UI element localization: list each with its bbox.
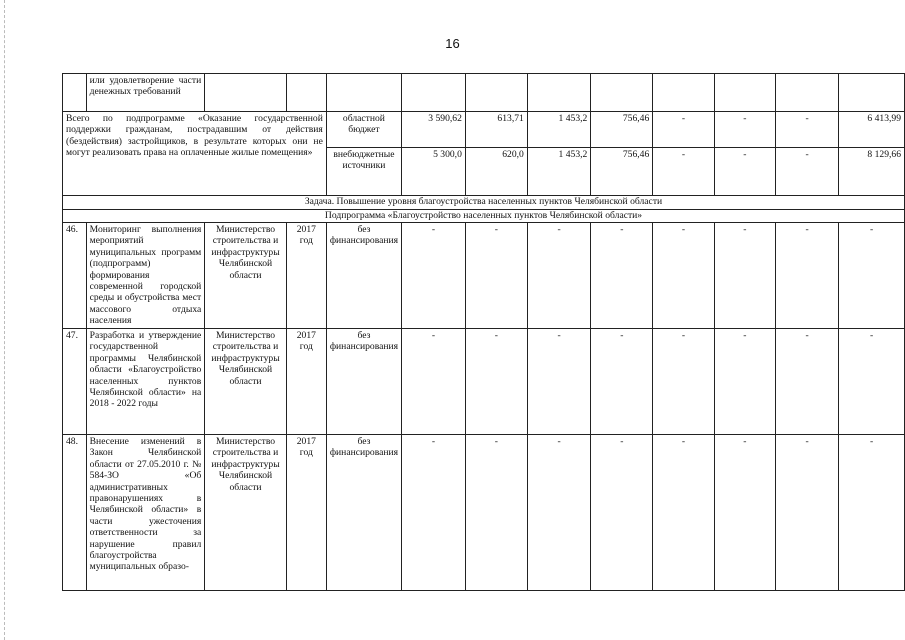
value-cell: 756,46 <box>591 112 653 148</box>
year-cell <box>286 74 326 112</box>
value-cell: 620,0 <box>465 148 527 196</box>
year-cell: 2017 год <box>286 329 326 435</box>
value-cell <box>527 74 591 112</box>
subprogram-total-label: Всего по подпрограмме «Оказание государственной поддержки гражданам, пострадавшим от действия (бездействия) застройщиков, в результате которых они не могут реализовать права на оплаченные жилые помещения» <box>63 112 327 196</box>
year-cell: 2017 год <box>286 223 326 329</box>
value-cell: - <box>402 223 466 329</box>
value-cell: - <box>775 112 838 148</box>
value-cell: - <box>402 329 466 435</box>
funding-source-cell: без финансирования <box>326 223 401 329</box>
value-cell: - <box>775 435 838 591</box>
value-cell: - <box>527 223 591 329</box>
value-cell: - <box>402 435 466 591</box>
value-cell: 1 453,2 <box>527 112 591 148</box>
table-row <box>63 329 905 435</box>
value-cell <box>775 74 838 112</box>
value-cell: - <box>465 435 527 591</box>
activity-name-cell: Мониторинг выполнения мероприятий муниципальных программ (подпрограмм) формирования современной городской среды и обустройства мест массового отдыха населения <box>86 223 205 329</box>
value-cell: 8 129,66 <box>839 148 905 196</box>
activity-name-cell: Внесение изменений в Закон Челябинской области от 27.05.2010 г. № 584-ЗО «Об административных правонарушениях в Челябинской области» в части ужесточения ответственности за нарушение правил благоустройства муниципальных образо- <box>86 435 205 591</box>
value-cell: - <box>775 329 838 435</box>
value-cell: - <box>839 223 905 329</box>
activity-name-cell: или удовлетворение части денежных требований <box>86 74 205 112</box>
value-cell: - <box>465 223 527 329</box>
value-cell: - <box>653 435 714 591</box>
value-cell <box>591 74 653 112</box>
activity-name-cell: Разработка и утверждение государственной программы Челябинской области «Благоустройство населенных пунктов Челябинской области» на 2018 - 2022 годы <box>86 329 205 435</box>
table-row <box>63 435 905 591</box>
task-header: Задача. Повышение уровня благоустройства населенных пунктов Челябинской области <box>63 196 905 210</box>
funding-source-cell: без финансирования <box>326 329 401 435</box>
executor-cell <box>205 74 287 112</box>
value-cell: - <box>775 148 838 196</box>
value-cell: - <box>714 223 775 329</box>
value-cell: - <box>714 112 775 148</box>
value-cell <box>653 74 714 112</box>
funding-source-cell: внебюджетные источники <box>326 148 401 196</box>
program-activities-table <box>62 73 905 591</box>
value-cell: - <box>591 223 653 329</box>
value-cell: - <box>839 435 905 591</box>
value-cell: - <box>653 112 714 148</box>
value-cell: 1 453,2 <box>527 148 591 196</box>
value-cell: - <box>591 329 653 435</box>
table-row <box>63 223 905 329</box>
table-row-total-regional <box>63 112 905 148</box>
value-cell: - <box>653 223 714 329</box>
value-cell: 3 590,62 <box>402 112 466 148</box>
funding-source-cell: без финансирования <box>326 435 401 591</box>
row-number-cell: 47. <box>63 329 87 435</box>
value-cell: 5 300,0 <box>402 148 466 196</box>
table-row-continued <box>63 74 905 112</box>
value-cell <box>839 74 905 112</box>
subprogram-header-row <box>63 209 905 223</box>
source-cell <box>326 74 401 112</box>
funding-source-cell: областной бюджет <box>326 112 401 148</box>
value-cell: - <box>839 329 905 435</box>
value-cell: - <box>653 148 714 196</box>
value-cell <box>402 74 466 112</box>
value-cell: - <box>591 435 653 591</box>
value-cell <box>714 74 775 112</box>
subprogram-header: Подпрограмма «Благоустройство населенных пунктов Челябинской области» <box>63 209 905 223</box>
executor-cell: Министерство строительства и инфраструктуры Челябинской области <box>205 223 287 329</box>
value-cell: - <box>527 435 591 591</box>
scan-edge-line <box>4 0 6 640</box>
value-cell: 613,71 <box>465 112 527 148</box>
row-number-cell: 46. <box>63 223 87 329</box>
row-number-cell <box>63 74 87 112</box>
value-cell: 756,46 <box>591 148 653 196</box>
executor-cell: Министерство строительства и инфраструктуры Челябинской области <box>205 435 287 591</box>
value-cell: - <box>653 329 714 435</box>
value-cell: - <box>527 329 591 435</box>
page-number: 16 <box>445 36 460 51</box>
year-cell: 2017 год <box>286 435 326 591</box>
value-cell: - <box>714 435 775 591</box>
value-cell <box>465 74 527 112</box>
value-cell: - <box>714 148 775 196</box>
value-cell: - <box>775 223 838 329</box>
row-number-cell: 48. <box>63 435 87 591</box>
value-cell: - <box>714 329 775 435</box>
value-cell: - <box>465 329 527 435</box>
executor-cell: Министерство строительства и инфраструктуры Челябинской области <box>205 329 287 435</box>
value-cell: 6 413,99 <box>839 112 905 148</box>
task-header-row <box>63 196 905 210</box>
